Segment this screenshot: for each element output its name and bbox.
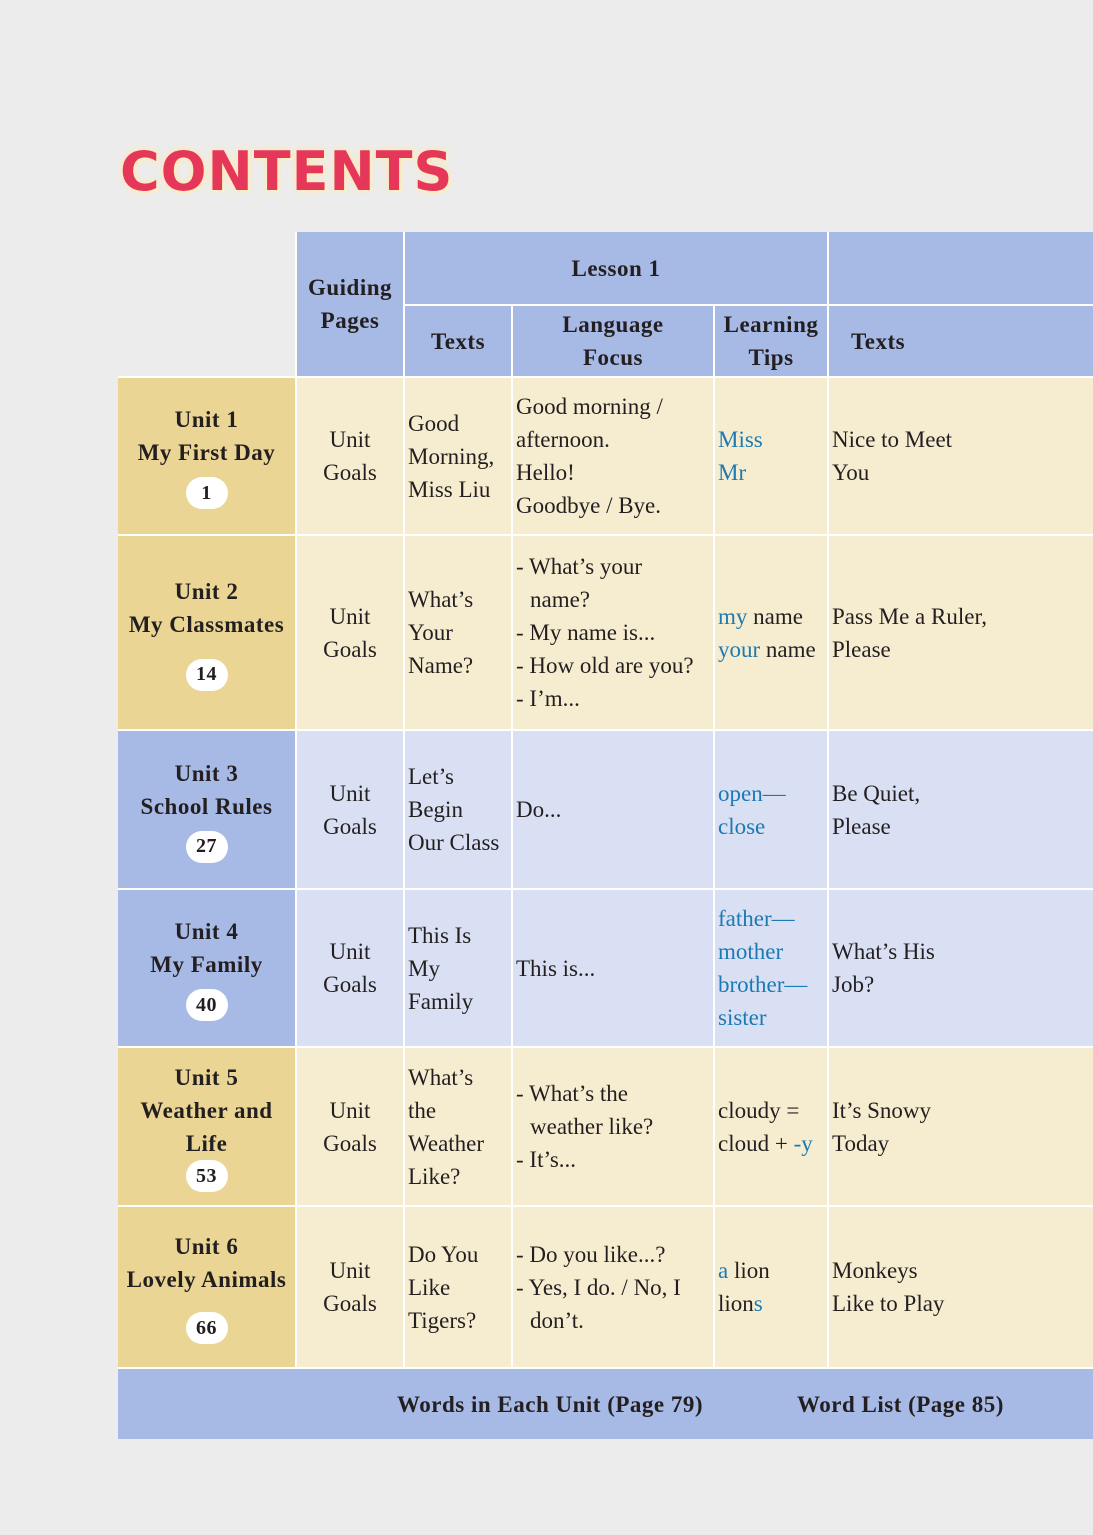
- unit-name-line2: My Classmates: [128, 611, 285, 637]
- text2-line: Please: [832, 636, 891, 662]
- tip-highlight: your: [718, 636, 761, 662]
- tip-line: open—: [718, 780, 786, 806]
- tip-line: Miss: [718, 427, 763, 452]
- focus-line: - What’s your: [516, 554, 643, 579]
- focus-line: Hello!: [516, 460, 575, 485]
- tip-rest: cloud +: [718, 1130, 794, 1156]
- unit-5-learning-tips: [715, 1048, 827, 1205]
- focus-line: - Yes, I do. / No, I: [516, 1274, 681, 1300]
- unit-6-text: [405, 1207, 511, 1367]
- guiding-line1: Unit: [329, 780, 371, 806]
- text-line: Tigers?: [408, 1307, 477, 1333]
- header-texts-label: Texts: [430, 328, 486, 354]
- unit-name-line1: Unit 1: [174, 407, 239, 432]
- text2-line: Be Quiet,: [832, 780, 921, 806]
- unit-6-learning-tips: [715, 1207, 827, 1367]
- tip-line: sister: [718, 1005, 767, 1030]
- tip-line: brother—: [718, 972, 808, 997]
- unit-name-line3: Life: [185, 1131, 228, 1156]
- header-learning-tips: [715, 306, 827, 376]
- guiding-line2: Goals: [323, 972, 377, 997]
- tip-rest: lion: [728, 1258, 770, 1283]
- unit-name-line1: Unit 4: [174, 919, 239, 944]
- tip-highlight: s: [753, 1291, 763, 1316]
- unit-1-guiding: [297, 378, 403, 534]
- text-line: Miss Liu: [408, 476, 491, 502]
- unit-1-language-focus: [513, 378, 713, 534]
- text2-line: Please: [832, 813, 891, 839]
- text2-line: Nice to Meet: [832, 427, 953, 452]
- unit-3-guiding: [297, 731, 403, 888]
- tip-highlight: a: [718, 1258, 729, 1283]
- guiding-line2: Goals: [323, 1291, 377, 1316]
- tip-highlight: my: [718, 603, 748, 629]
- text2-line: Pass Me a Ruler,: [832, 603, 987, 629]
- focus-line: Do...: [516, 797, 562, 822]
- text-line: My: [408, 955, 440, 981]
- text-line: Weather: [408, 1130, 485, 1156]
- focus-line: - How old are you?: [516, 653, 694, 678]
- unit-2-guiding: [297, 536, 403, 729]
- unit-name-line2: Lovely Animals: [126, 1267, 287, 1292]
- guiding-line2: Goals: [323, 460, 377, 485]
- text-line: Let’s: [408, 764, 454, 789]
- unit-6-text-2: [829, 1207, 1093, 1367]
- text-line: Morning,: [408, 443, 495, 469]
- focus-line: - Do you like...?: [516, 1241, 666, 1267]
- text2-line: Monkeys: [832, 1258, 918, 1283]
- unit-2-text: [405, 536, 511, 729]
- tip-line: Mr: [718, 460, 747, 485]
- text-line: Family: [408, 988, 474, 1014]
- focus-line: name?: [530, 587, 591, 612]
- unit-3-learning-tips: [715, 731, 827, 888]
- footer-row: [118, 1369, 1093, 1439]
- unit-name-line1: Unit 3: [174, 760, 239, 786]
- text-line: Your: [408, 620, 453, 645]
- text2-line: Job?: [832, 972, 875, 997]
- focus-line: - I’m...: [516, 686, 580, 711]
- tip-rest: name: [747, 603, 803, 629]
- focus-line: weather like?: [530, 1114, 654, 1139]
- text-line: What’s: [408, 1064, 474, 1090]
- header-texts-2-label: Texts: [851, 328, 906, 354]
- words-in-each-unit-link: Words in Each Unit (Page 79): [397, 1391, 704, 1417]
- tip-rest: lion: [718, 1291, 754, 1316]
- page-title: CONTENTS: [120, 140, 454, 203]
- focus-line: afternoon.: [516, 427, 610, 452]
- tip-line: [718, 1254, 824, 1287]
- text-line: Good: [408, 410, 460, 436]
- text-line: Our Class: [408, 830, 500, 855]
- unit-2-title: [118, 536, 295, 729]
- unit-6-title: [118, 1207, 295, 1367]
- unit-name-line2: My Family: [150, 952, 263, 977]
- unit-4-guiding: [297, 890, 403, 1046]
- tip-line: close: [718, 813, 766, 839]
- guiding-line2: Goals: [323, 636, 377, 662]
- page-number-badge: 40: [186, 989, 228, 1021]
- text2-line: It’s Snowy: [832, 1097, 932, 1123]
- unit-6-language-focus: [513, 1207, 713, 1367]
- text2-line: Today: [832, 1130, 890, 1156]
- text-line: This Is: [408, 922, 472, 948]
- unit-5-guiding: [297, 1048, 403, 1205]
- unit-1-text: [405, 378, 511, 534]
- unit-name-line2: Weather and: [140, 1098, 273, 1123]
- unit-4-text: [405, 890, 511, 1046]
- text-line: Do You: [408, 1241, 479, 1267]
- unit-name-line2: School Rules: [140, 793, 273, 819]
- header-language-focus-line1: Language: [562, 312, 664, 337]
- unit-2-language-focus: [513, 536, 713, 729]
- header-guiding-line2: Pages: [320, 308, 380, 333]
- guiding-line1: Unit: [329, 939, 371, 964]
- tip-highlight: -y: [793, 1130, 813, 1156]
- text-line: the: [408, 1097, 437, 1123]
- word-list-link: Word List (Page 85): [797, 1391, 1004, 1417]
- tip-line: mother: [718, 939, 784, 964]
- header-guiding-line1: Guiding: [307, 275, 393, 300]
- unit-4-learning-tips: [715, 890, 827, 1046]
- unit-5-text-2: [829, 1048, 1093, 1205]
- guiding-line1: Unit: [329, 1097, 371, 1123]
- unit-2-learning-tips: [715, 536, 827, 729]
- page-number-badge: 27: [186, 831, 228, 863]
- unit-6-guiding: [297, 1207, 403, 1367]
- tip-line: [718, 600, 824, 633]
- unit-5-language-focus: [513, 1048, 713, 1205]
- unit-1-learning-tips: [715, 378, 827, 534]
- unit-3-title: [118, 731, 295, 888]
- header-language-focus-line2: Focus: [583, 345, 643, 370]
- text2-line: Like to Play: [832, 1291, 945, 1316]
- page-number-badge: 14: [186, 659, 228, 691]
- header-learning-tips-line1: Learning: [723, 312, 819, 337]
- focus-line: - My name is...: [516, 620, 656, 645]
- unit-3-language-focus: [513, 731, 713, 888]
- text-line: Name?: [408, 653, 474, 678]
- text-line: What’s: [408, 587, 474, 612]
- unit-4-text-2: [829, 890, 1093, 1046]
- focus-line: don’t.: [530, 1307, 584, 1333]
- tip-line: father—: [718, 906, 795, 931]
- tip-line: [718, 633, 824, 666]
- page-number-badge: 53: [186, 1160, 228, 1192]
- unit-2-text-2: [829, 536, 1093, 729]
- text-line: Begin: [408, 797, 463, 822]
- tip-rest: cloudy =: [718, 1097, 800, 1123]
- tip-line: [718, 1127, 824, 1160]
- unit-3-text: [405, 731, 511, 888]
- focus-line: Goodbye / Bye.: [516, 493, 662, 518]
- unit-5-title: [118, 1048, 295, 1205]
- unit-1-title: [118, 378, 295, 534]
- header-lesson-1: [405, 232, 827, 304]
- guiding-line1: Unit: [329, 427, 371, 452]
- guiding-line1: Unit: [329, 603, 371, 629]
- header-lesson-2-empty: [829, 232, 1093, 304]
- focus-line: This is...: [516, 955, 596, 981]
- header-texts-2: [829, 306, 1093, 376]
- unit-5-text: [405, 1048, 511, 1205]
- text2-line: You: [832, 460, 870, 485]
- focus-line: Good morning /: [516, 394, 663, 419]
- unit-name-line2: My First Day: [137, 440, 276, 465]
- guiding-line1: Unit: [329, 1258, 371, 1283]
- tip-rest: name: [760, 636, 816, 662]
- unit-1-text-2: [829, 378, 1093, 534]
- header-empty-corner: [118, 232, 295, 376]
- guiding-line2: Goals: [323, 813, 377, 839]
- header-guiding-pages: [297, 232, 403, 376]
- guiding-line2: Goals: [323, 1130, 377, 1156]
- page-number-badge: 66: [186, 1312, 228, 1344]
- text-line: Like?: [408, 1163, 461, 1189]
- unit-name-line1: Unit 5: [174, 1065, 239, 1090]
- unit-4-title: [118, 890, 295, 1046]
- unit-3-text-2: [829, 731, 1093, 888]
- page-number-badge: 1: [186, 477, 228, 509]
- tip-line: [718, 1094, 824, 1127]
- contents-table: [118, 232, 1093, 1425]
- unit-name-line1: Unit 6: [174, 1234, 239, 1259]
- unit-4-language-focus: [513, 890, 713, 1046]
- text2-line: What’s His: [832, 939, 935, 964]
- header-texts: [405, 306, 511, 376]
- header-learning-tips-line2: Tips: [748, 345, 794, 370]
- text-line: Like: [408, 1274, 451, 1300]
- focus-line: - What’s the: [516, 1081, 628, 1106]
- unit-name-line1: Unit 2: [174, 578, 239, 604]
- header-language-focus: [513, 306, 713, 376]
- tip-line: [718, 1287, 824, 1320]
- header-lesson-1-label: Lesson 1: [571, 255, 661, 281]
- focus-line: - It’s...: [516, 1147, 577, 1172]
